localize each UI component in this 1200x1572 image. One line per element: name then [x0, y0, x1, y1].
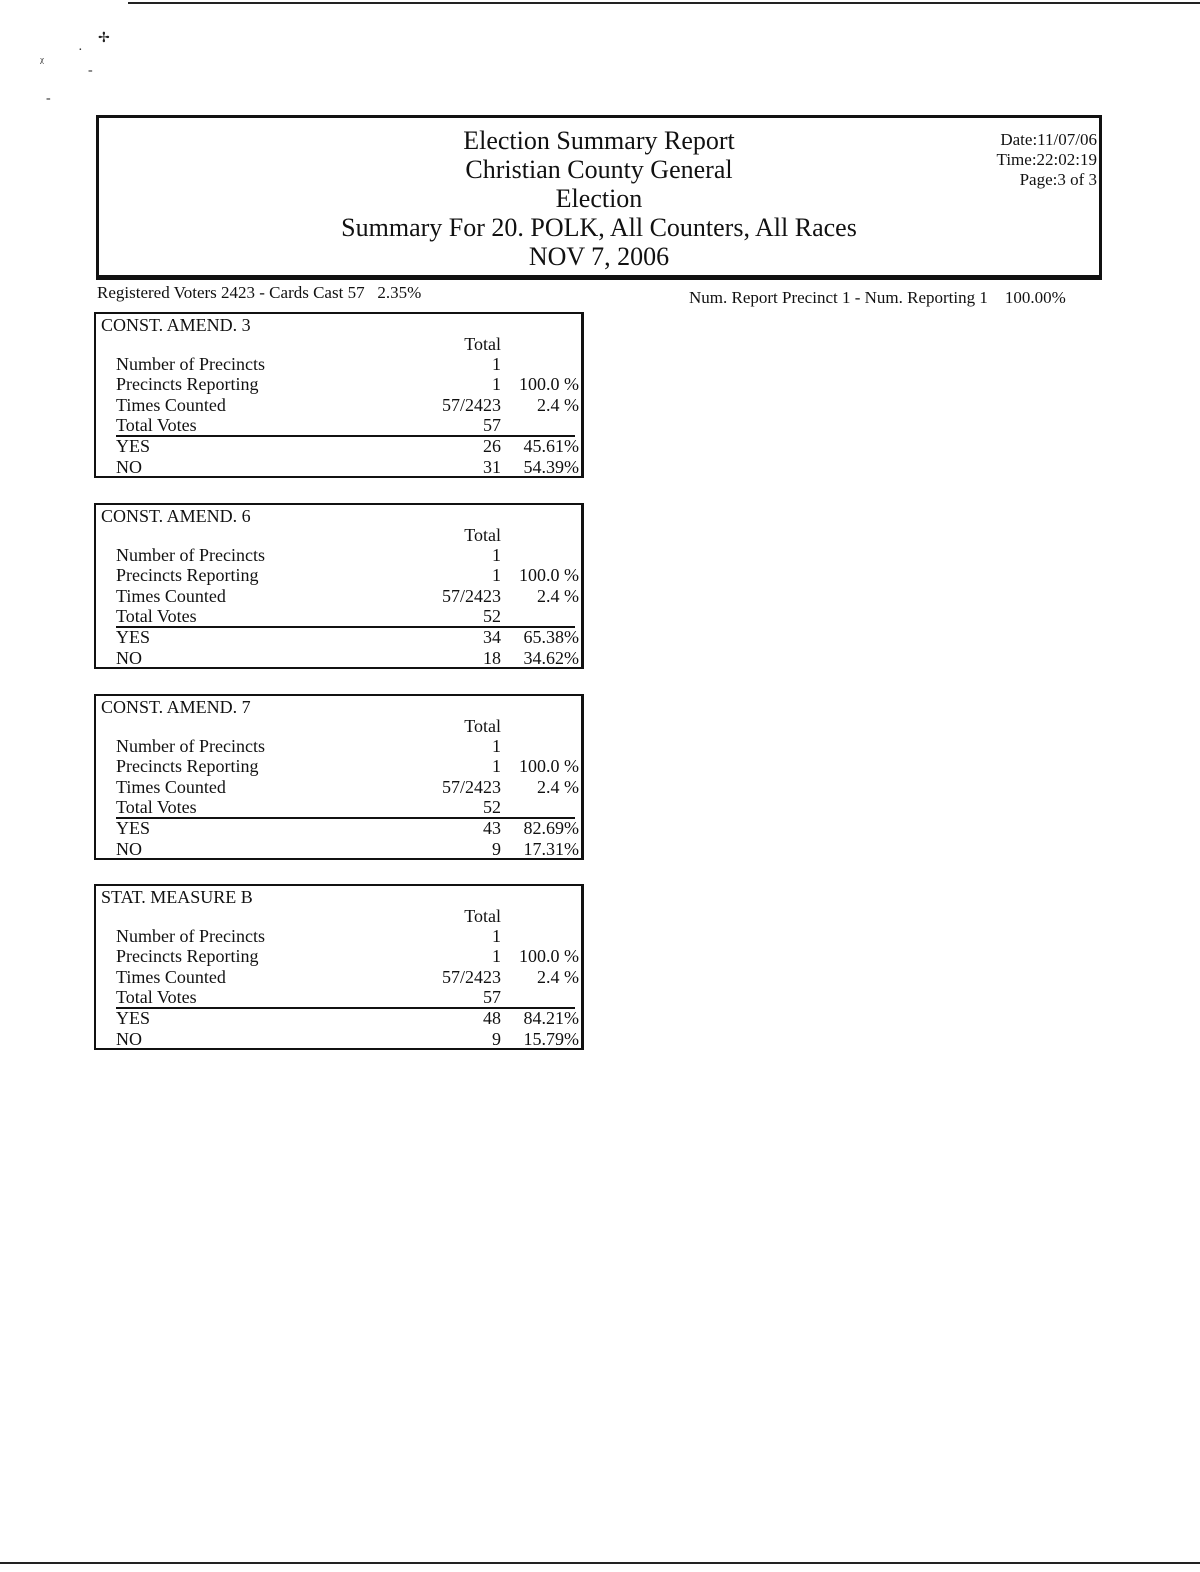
- choice-row: [116, 627, 581, 648]
- row-value: 1: [492, 565, 501, 585]
- totals-divider: [116, 817, 575, 819]
- choice-row: [116, 648, 581, 669]
- choice-row: [116, 1029, 581, 1050]
- race-box: [94, 884, 584, 1050]
- row-percent: 84.21%: [523, 1008, 579, 1028]
- row-percent: 100.0 %: [519, 374, 579, 394]
- report-meta: [997, 130, 1097, 190]
- row-value: 52: [483, 606, 501, 626]
- row-value: 57: [483, 415, 501, 435]
- total-column-header: Total: [464, 334, 501, 354]
- stat-row: [116, 926, 581, 947]
- row-percent: 45.61%: [523, 436, 579, 456]
- row-value: 1: [492, 354, 501, 374]
- row-label: Number of Precincts: [116, 736, 265, 756]
- race-title: CONST. AMEND. 3: [101, 315, 251, 335]
- row-percent: 34.62%: [523, 648, 579, 668]
- row-value: 1: [492, 946, 501, 966]
- row-value: 9: [492, 1029, 501, 1049]
- report-page: Page:3 of 3: [1019, 170, 1097, 189]
- registered-voters-summary: Registered Voters 2423 - Cards Cast 57 2.35%: [97, 283, 422, 302]
- row-label: Number of Precincts: [116, 926, 265, 946]
- row-percent: 65.38%: [523, 627, 579, 647]
- scan-edge-bottom: [0, 1562, 1200, 1564]
- row-value: 1: [492, 736, 501, 756]
- row-value: 48: [483, 1008, 501, 1028]
- row-label: Times Counted: [116, 967, 226, 987]
- stat-row: [116, 586, 581, 607]
- row-label: Times Counted: [116, 395, 226, 415]
- row-label: Precincts Reporting: [116, 374, 259, 394]
- race-title: CONST. AMEND. 7: [101, 697, 251, 717]
- row-percent: 2.4 %: [537, 395, 579, 415]
- row-value: 57/2423: [441, 586, 501, 606]
- report-time: Time:22:02:19: [996, 150, 1097, 169]
- row-label: NO: [116, 839, 142, 859]
- row-value: 9: [492, 839, 501, 859]
- row-label: Precincts Reporting: [116, 756, 259, 776]
- row-percent: 100.0 %: [519, 946, 579, 966]
- row-label: Times Counted: [116, 777, 226, 797]
- race-title: STAT. MEASURE B: [101, 887, 253, 907]
- total-column-header: Total: [464, 716, 501, 736]
- scan-speck: ✢: [98, 31, 110, 46]
- row-label: Precincts Reporting: [116, 946, 259, 966]
- row-label: Number of Precincts: [116, 545, 265, 565]
- totals-divider: [116, 1007, 575, 1009]
- stat-row: [116, 415, 581, 436]
- row-percent: 2.4 %: [537, 777, 579, 797]
- title-line: Summary For 20. POLK, All Counters, All Races: [341, 213, 857, 242]
- scan-speck: -: [46, 91, 51, 106]
- row-label: YES: [116, 627, 151, 647]
- race-box: [94, 503, 584, 669]
- row-label: Total Votes: [116, 415, 197, 435]
- row-label: Times Counted: [116, 586, 226, 606]
- stat-row: [116, 354, 581, 375]
- stat-row: [116, 374, 581, 395]
- title-line: Election Summary Report: [463, 126, 735, 155]
- row-value: 57/2423: [441, 777, 501, 797]
- stat-row: [116, 756, 581, 777]
- stat-row: [116, 395, 581, 416]
- scan-speck: ᵡ: [40, 55, 44, 70]
- row-label: Total Votes: [116, 797, 197, 817]
- row-percent: 82.69%: [523, 818, 579, 838]
- total-column-header: Total: [464, 906, 501, 926]
- totals-divider: [116, 626, 575, 628]
- row-percent: 17.31%: [523, 839, 579, 859]
- row-percent: 100.0 %: [519, 756, 579, 776]
- stat-row: [116, 777, 581, 798]
- row-percent: 54.39%: [523, 457, 579, 477]
- row-value: 26: [483, 436, 501, 456]
- row-value: 1: [492, 374, 501, 394]
- race-title: CONST. AMEND. 6: [101, 506, 251, 526]
- row-value: 18: [483, 648, 501, 668]
- row-value: 57: [483, 987, 501, 1007]
- row-value: 57/2423: [441, 967, 501, 987]
- stat-row: [116, 545, 581, 566]
- row-label: NO: [116, 457, 142, 477]
- title-line: Christian County General: [465, 155, 733, 184]
- row-value: 43: [483, 818, 501, 838]
- row-percent: 15.79%: [523, 1029, 579, 1049]
- report-header: [96, 115, 1102, 280]
- race-box: [94, 312, 584, 478]
- stat-row: [116, 797, 581, 818]
- scan-edge-top: [128, 2, 1200, 4]
- row-value: 1: [492, 756, 501, 776]
- report-date: Date:11/07/06: [1000, 130, 1097, 149]
- row-value: 57/2423: [441, 395, 501, 415]
- row-label: Total Votes: [116, 606, 197, 626]
- title-line: Election: [555, 184, 643, 213]
- report-title: [99, 126, 1099, 271]
- row-label: YES: [116, 436, 151, 456]
- precinct-reporting-summary: Num. Report Precinct 1 - Num. Reporting 1 100.00%: [689, 288, 1066, 307]
- stat-row: [116, 987, 581, 1008]
- row-label: Total Votes: [116, 987, 197, 1007]
- row-value: 31: [483, 457, 501, 477]
- choice-row: [116, 818, 581, 839]
- choice-row: [116, 436, 581, 457]
- row-value: 1: [492, 926, 501, 946]
- totals-divider: [116, 435, 575, 437]
- row-value: 52: [483, 797, 501, 817]
- row-value: 1: [492, 545, 501, 565]
- stat-row: [116, 565, 581, 586]
- row-label: YES: [116, 1008, 151, 1028]
- choice-row: [116, 1008, 581, 1029]
- row-percent: 2.4 %: [537, 586, 579, 606]
- total-column-header: Total: [464, 525, 501, 545]
- stat-row: [116, 606, 581, 627]
- row-label: NO: [116, 648, 142, 668]
- stat-row: [116, 967, 581, 988]
- row-label: Precincts Reporting: [116, 565, 259, 585]
- scan-speck: ‐: [88, 63, 93, 78]
- choice-row: [116, 839, 581, 860]
- row-percent: 2.4 %: [537, 967, 579, 987]
- title-line: NOV 7, 2006: [528, 242, 670, 271]
- choice-row: [116, 457, 581, 478]
- stat-row: [116, 946, 581, 967]
- row-label: Number of Precincts: [116, 354, 265, 374]
- row-label: YES: [116, 818, 151, 838]
- stat-row: [116, 736, 581, 757]
- row-label: NO: [116, 1029, 142, 1049]
- scan-speck: ·: [78, 43, 83, 58]
- row-value: 34: [483, 627, 501, 647]
- row-percent: 100.0 %: [519, 565, 579, 585]
- race-box: [94, 694, 584, 860]
